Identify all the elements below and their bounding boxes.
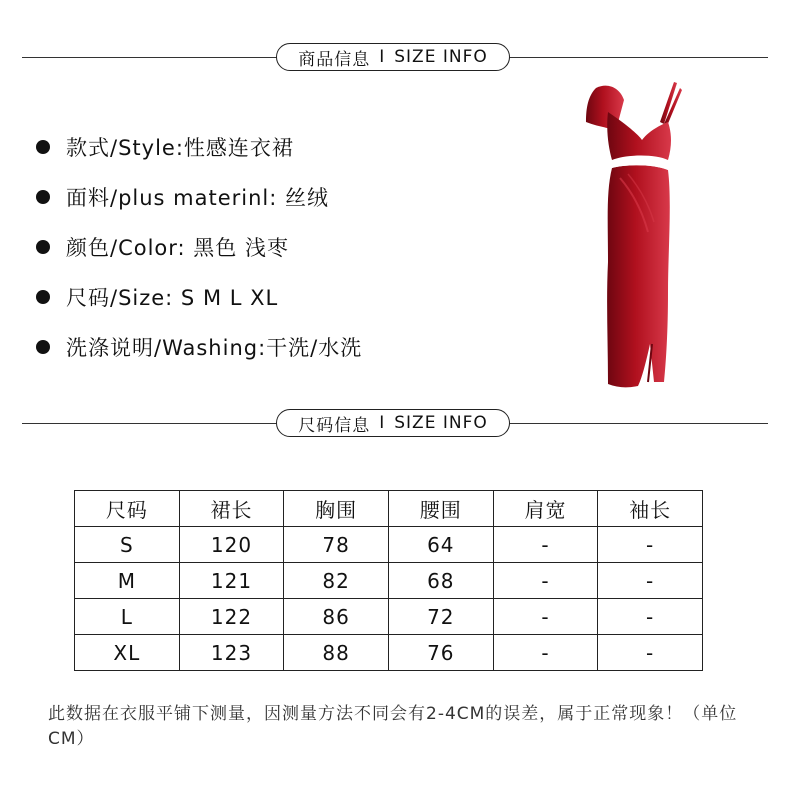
header-cell: 尺码 — [75, 491, 180, 527]
table-cell: S — [75, 527, 180, 563]
bullet-icon — [36, 140, 50, 154]
spec-material — [36, 172, 556, 222]
spec-washing — [36, 322, 556, 372]
table-row — [75, 563, 703, 599]
table-cell: - — [493, 599, 598, 635]
table-cell: 122 — [179, 599, 284, 635]
product-info-header — [0, 43, 790, 73]
table-cell: - — [598, 635, 703, 671]
header-cell: 袖长 — [598, 491, 703, 527]
table-cell: 120 — [179, 527, 284, 563]
table-cell: - — [493, 635, 598, 671]
table-cell: 123 — [179, 635, 284, 671]
dress-image — [568, 82, 698, 390]
bullet-icon — [36, 240, 50, 254]
size-table — [74, 490, 703, 671]
spec-text: 款式/Style:性感连衣裙 — [66, 136, 294, 160]
table-cell: 72 — [388, 599, 493, 635]
skirt — [607, 165, 670, 387]
table-cell: - — [493, 527, 598, 563]
table-cell: 82 — [284, 563, 389, 599]
header-label-cn: 商品信息 — [298, 49, 371, 70]
header-pill — [276, 409, 510, 437]
table-cell: 76 — [388, 635, 493, 671]
spec-text: 面料/plus materinl: 丝绒 — [66, 186, 330, 210]
spec-color — [36, 222, 556, 272]
table-cell: - — [598, 563, 703, 599]
table-cell: XL — [75, 635, 180, 671]
spec-text: 尺码/Size: S M L XL — [66, 286, 279, 310]
spec-text: 洗涤说明/Washing:干洗/水洗 — [66, 336, 363, 360]
table-header-row — [75, 491, 703, 527]
header-cell: 裙长 — [179, 491, 284, 527]
header-cell: 肩宽 — [493, 491, 598, 527]
header-cell: 胸围 — [284, 491, 389, 527]
header-separator: I — [379, 413, 386, 433]
bullet-icon — [36, 290, 50, 304]
spec-list — [36, 122, 556, 372]
spec-size — [36, 272, 556, 322]
table-row — [75, 635, 703, 671]
measurement-note: 此数据在衣服平铺下测量，因测量方法不同会有2-4CM的误差，属于正常现象！（单位CM） — [48, 704, 738, 749]
table-row — [75, 527, 703, 563]
bullet-icon — [36, 340, 50, 354]
header-separator: I — [379, 47, 386, 67]
header-cell: 腰围 — [388, 491, 493, 527]
header-label-en: SIZE INFO — [394, 47, 488, 67]
bullet-icon — [36, 190, 50, 204]
table-cell: 68 — [388, 563, 493, 599]
table-cell: M — [75, 563, 180, 599]
table-cell: 88 — [284, 635, 389, 671]
spec-text: 颜色/Color: 黑色 浅枣 — [66, 236, 289, 260]
header-label-cn: 尺码信息 — [298, 415, 371, 436]
table-cell: 86 — [284, 599, 389, 635]
size-info-header — [0, 409, 790, 439]
spec-style — [36, 122, 556, 172]
header-pill — [276, 43, 510, 71]
table-cell: 78 — [284, 527, 389, 563]
table-row — [75, 599, 703, 635]
table-cell: L — [75, 599, 180, 635]
table-cell: 64 — [388, 527, 493, 563]
table-cell: - — [598, 527, 703, 563]
table-cell: - — [598, 599, 703, 635]
header-label-en: SIZE INFO — [394, 413, 488, 433]
table-cell: - — [493, 563, 598, 599]
table-cell: 121 — [179, 563, 284, 599]
